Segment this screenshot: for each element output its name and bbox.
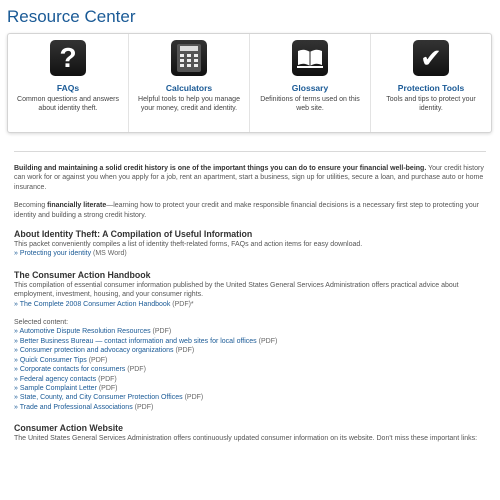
card-calculators-desc: Helpful tools to help you manage your money, credit and identity.	[138, 96, 240, 112]
bullet-glyph: »	[14, 366, 18, 374]
bullet-glyph: »	[14, 384, 18, 392]
selected-content-link[interactable]: Consumer protection and advocacy organizations	[19, 347, 174, 355]
card-glossary[interactable]	[250, 34, 371, 132]
card-glossary-title[interactable]: Glossary	[291, 83, 329, 93]
selected-content-link[interactable]: Corporate contacts for consumers	[19, 366, 126, 374]
file-type-label: (PDF)	[125, 366, 146, 374]
card-faqs-desc: Common questions and answers about identity theft.	[17, 96, 119, 112]
card-calculators-title[interactable]: Calculators	[165, 83, 213, 93]
handbook-link-line: » The Complete 2008 Consumer Action Handbook (PDF)*	[14, 300, 194, 308]
card-protection-tools-title[interactable]: Protection Tools	[397, 83, 465, 93]
page-title: Resource Center	[7, 7, 136, 26]
selected-content-link[interactable]: Quick Consumer Tips	[19, 356, 87, 364]
divider	[14, 151, 486, 152]
bullet-glyph: »	[14, 337, 18, 345]
website-heading: Consumer Action Website	[14, 423, 123, 434]
book-icon[interactable]	[292, 40, 328, 76]
handbook-link[interactable]: The Complete 2008 Consumer Action Handbook	[19, 300, 171, 308]
card-protection-tools[interactable]	[371, 34, 491, 132]
file-type-label: (PDF)	[173, 347, 195, 355]
identity-link-line: » Protecting your identity (MS Word)	[14, 250, 127, 258]
bullet-glyph: »	[14, 403, 18, 411]
website-body: The United States General Services Administration offers continuously updated consumer information on its website. Don't miss these important links:	[14, 435, 478, 443]
selected-content-link[interactable]: Automotive Dispute Resolution Resources	[19, 328, 151, 336]
bullet-glyph: »	[14, 347, 18, 355]
selected-content-label: Selected content:	[14, 319, 69, 327]
main-content	[14, 164, 486, 444]
selected-content-link[interactable]: Sample Complaint Letter	[19, 384, 97, 392]
list-item	[14, 365, 486, 374]
list-item	[14, 337, 486, 346]
file-type-label: (PDF)	[86, 356, 108, 364]
question-icon[interactable]: ?	[50, 40, 86, 76]
file-type-label: (PDF)	[96, 384, 118, 392]
list-item	[14, 327, 486, 336]
card-glossary-desc: Definitions of terms used on this web site.	[260, 96, 360, 112]
selected-content-link[interactable]: State, County, and City Consumer Protection Offices	[19, 394, 183, 402]
list-item	[14, 403, 486, 412]
selected-content-link[interactable]: Trade and Professional Associations	[19, 403, 133, 411]
list-item	[14, 346, 486, 355]
calculator-icon[interactable]	[171, 40, 207, 76]
handbook-body: This compilation of essential consumer information published by the United States General Services Administration offers practical advice about employment, investment, housing, and your consumer rights.	[14, 281, 459, 299]
card-protection-tools-desc: Tools and tips to protect your identity.	[386, 96, 476, 112]
file-type-label: (PDF)	[96, 375, 117, 383]
checkmark-icon[interactable]: ✔	[413, 40, 449, 76]
list-item	[14, 384, 486, 393]
resource-cards	[7, 33, 492, 133]
selected-content-list	[14, 327, 486, 412]
selected-content-link[interactable]: Federal agency contacts	[19, 375, 97, 383]
list-item	[14, 375, 486, 384]
protecting-identity-link[interactable]: Protecting your identity	[19, 250, 92, 258]
selected-content-link[interactable]: Better Business Bureau — contact information and web sites for local offices	[19, 337, 257, 345]
identity-body: This packet conveniently compiles a list of identity theft-related forms, FAQs and action items for easy download.	[14, 241, 363, 249]
card-faqs-title[interactable]: FAQs	[56, 83, 80, 93]
card-calculators[interactable]	[129, 34, 250, 132]
file-type-label: (PDF)	[182, 394, 204, 402]
file-type-label: (PDF)	[256, 337, 278, 345]
intro-paragraph-2: Becoming financially literate—learning how to protect your credit and make responsible financial decisions is a necessary first step to protecting your identity and building a strong credit history.	[14, 202, 479, 219]
identity-heading: About Identity Theft: A Compilation of Useful Information	[14, 229, 253, 240]
file-type-label: (PDF)	[150, 328, 172, 336]
list-item	[14, 393, 486, 402]
list-item	[14, 356, 486, 365]
file-type-label: (PDF)	[132, 403, 154, 411]
bullet-glyph: »	[14, 394, 18, 402]
bullet-glyph: »	[14, 375, 18, 383]
bullet-glyph: »	[14, 328, 18, 336]
bullet-glyph: »	[14, 356, 18, 364]
intro-paragraph-1: Building and maintaining a solid credit history is one of the important things you can do to ensure your financial well-being. Your credit history can work for or against you when you apply for a job, rent an apartment, start a business, sign up for utilities, secure a loan, and purchase auto or home insurance.	[14, 165, 484, 191]
card-faqs[interactable]	[8, 34, 129, 132]
handbook-heading: The Consumer Action Handbook	[14, 269, 151, 280]
